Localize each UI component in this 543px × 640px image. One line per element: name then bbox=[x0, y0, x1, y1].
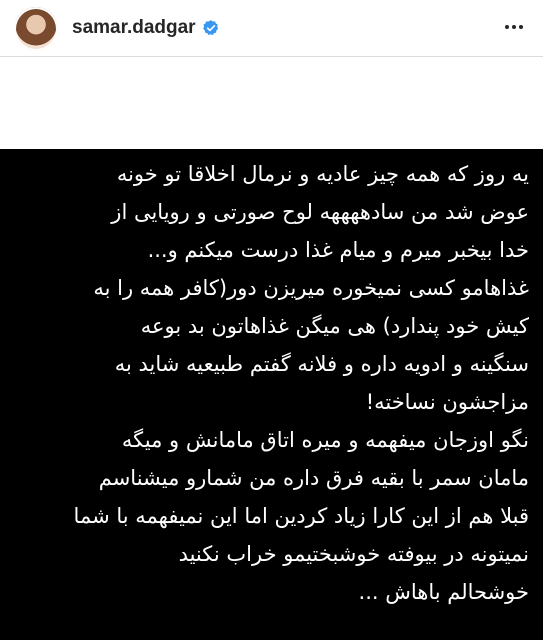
avatar[interactable] bbox=[14, 7, 58, 51]
post-text-line: غذاهامو کسی نمیخوره میریزن دور(کافر همه را به bbox=[93, 276, 529, 300]
post-header bbox=[0, 0, 543, 57]
post-text-panel bbox=[0, 149, 543, 640]
image-top-area bbox=[0, 57, 543, 149]
post-text-line: نمیتونه در بیوفته خوشبختیمو خراب نکنید bbox=[178, 542, 529, 566]
verified-badge-icon bbox=[202, 19, 220, 37]
post-text-line: سنگینه و ادویه داره و فلانه گفتم طبیعیه شاید به bbox=[114, 352, 529, 376]
post-text-line: قبلا هم از این کارا زیاد کردین اما این نمیفهمه با شما bbox=[73, 504, 529, 528]
post-text-line: عوض شد من سادههههه لوح صورتی و رویایی از bbox=[111, 200, 529, 224]
username[interactable]: samar.dadgar bbox=[72, 17, 196, 38]
post-text-line: یه روز که همه چیز عادیه و نرمال اخلاقا تو خونه bbox=[116, 162, 529, 186]
post-text-line: مزاجشون نساخته! bbox=[365, 390, 529, 414]
post-text-line: کیش خود پندارد) هی میگن غذاهاتون بد بوعه bbox=[140, 314, 529, 338]
more-options-icon[interactable] bbox=[499, 12, 529, 42]
post-text-line: خدا بیخبر میرم و میام غذا درست میکنم و... bbox=[147, 238, 529, 262]
username-row[interactable] bbox=[72, 17, 220, 39]
post-text-line: خوشحالم باهاش ... bbox=[358, 580, 529, 604]
post-text-line: مامان سمر با بقیه فرق داره من شمارو میشناسم bbox=[98, 466, 529, 490]
post-text-line: نگو اوزجان میفهمه و میره اتاق مامانش و میگه bbox=[121, 428, 529, 452]
